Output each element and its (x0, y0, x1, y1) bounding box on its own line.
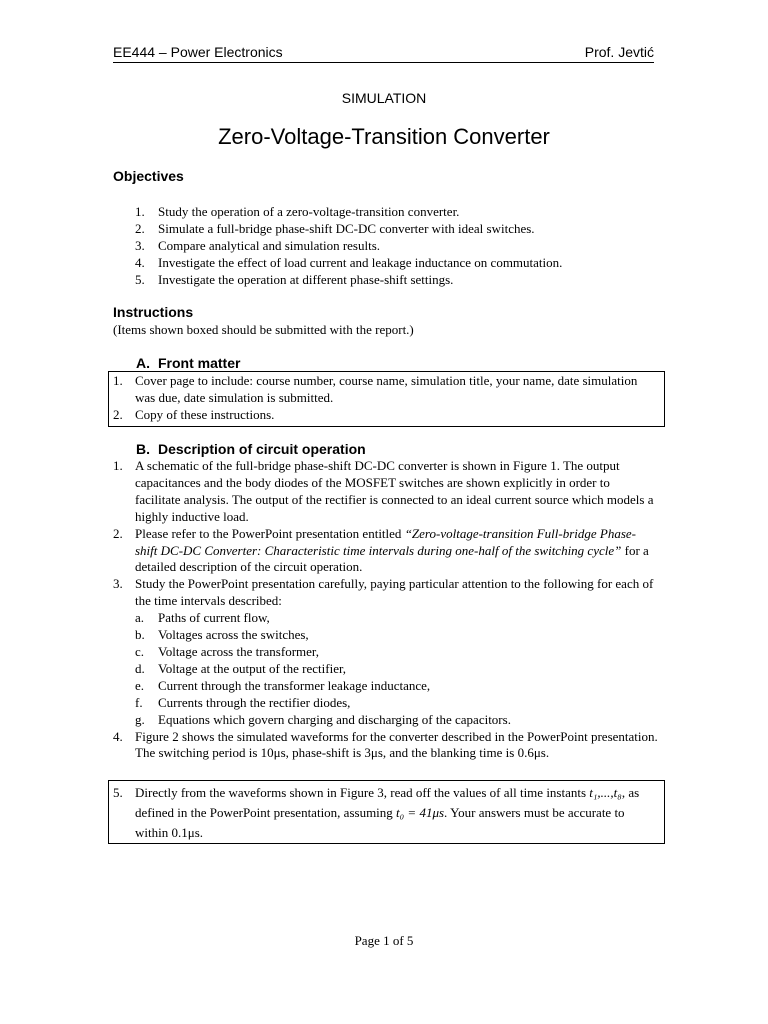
page-header (113, 44, 654, 63)
section-b-heading: B. Description of circuit operation (136, 441, 366, 457)
sub-list-item: c. Voltage across the transformer, (135, 643, 319, 659)
sub-list-item: f. Currents through the rectifier diodes, (135, 694, 351, 710)
section-b-list-2 (113, 783, 658, 843)
time-instants-math: t₁,...,t₈ (589, 785, 622, 800)
objectives-heading: Objectives (113, 168, 184, 184)
list-item: 5. Investigate the operation at different phase-shift settings. (135, 272, 454, 287)
list-item: 4. Investigate the effect of load current and leakage inductance on commutation. (135, 255, 563, 270)
instructions-heading: Instructions (113, 304, 194, 320)
list-item: 2. Simulate a full-bridge phase-shift DC-DC converter with ideal switches. (135, 221, 535, 236)
sub-list-item: g. Equations which govern charging and discharging of the capacitors. (135, 711, 511, 727)
sub-list-item: d. Voltage at the output of the rectifier, (135, 660, 347, 676)
section-a-list (113, 373, 658, 424)
list-item: 1. Cover page to include: course number, course name, simulation title, your name, date simulation was due, date simulation is submitted. (113, 373, 638, 405)
page-title: Zero-Voltage-Transition Converter (218, 124, 550, 149)
list-item: 5. Directly from the waveforms shown in Figure 3, read off the values of all time instants t₁,...,t₈, as defined in the PowerPoint presentation, assuming t₀ = 41μs. Your answers must be accurate to within 0.1μs. (113, 785, 640, 840)
t0-math: t₀ = 41μs (396, 805, 445, 820)
section-a-heading: A. Front matter (136, 355, 241, 371)
objectives-list (113, 203, 673, 288)
sub-list-item: b. Voltages across the switches, (135, 627, 309, 643)
list-item: 4. Figure 2 shows the simulated waveforms for the converter described in the PowerPoint presentation. The switching period is 10μs, phase-shift is 3μs, and the blanking time is 0.6μs. (113, 728, 658, 761)
list-item: 3. Study the PowerPoint presentation carefully, paying particular attention to the following for each of the time intervals described: (113, 576, 654, 609)
list-item: 1. Study the operation of a zero-voltage-transition converter. (135, 204, 460, 219)
list-item: 2. Please refer to the PowerPoint presentation entitled “Zero-voltage-transition Full-bridge Phase-shift DC-DC Converter: Characteristic time intervals during one-half of the switching cycle” for a detailed description of the circuit operation. (113, 525, 649, 575)
list-item: 2. Copy of these instructions. (113, 406, 275, 422)
list-item: 1. A schematic of the full-bridge phase-shift DC-DC converter is shown in Figure 1. The output capacitances and the body diodes of the MOSFET switches are shown explicitly in order to facilitate analysis. The output of the rectifier is connected to an ideal current source which models a highly inductive load. (113, 458, 654, 524)
document-type: SIMULATION (341, 90, 427, 106)
section-b-list-1 (113, 458, 658, 762)
course-name: EE444 – Power Electronics (113, 44, 283, 60)
professor-name: Prof. Jevtić (584, 44, 654, 60)
sub-list-item: a. Paths of current flow, (135, 610, 270, 626)
list-item: 3. Compare analytical and simulation results. (135, 238, 381, 253)
page-number: Page 1 of 5 (354, 933, 414, 948)
sub-list-item: e. Current through the transformer leakage inductance, (135, 677, 431, 693)
instructions-note: (Items shown boxed should be submitted with the report.) (113, 322, 414, 337)
